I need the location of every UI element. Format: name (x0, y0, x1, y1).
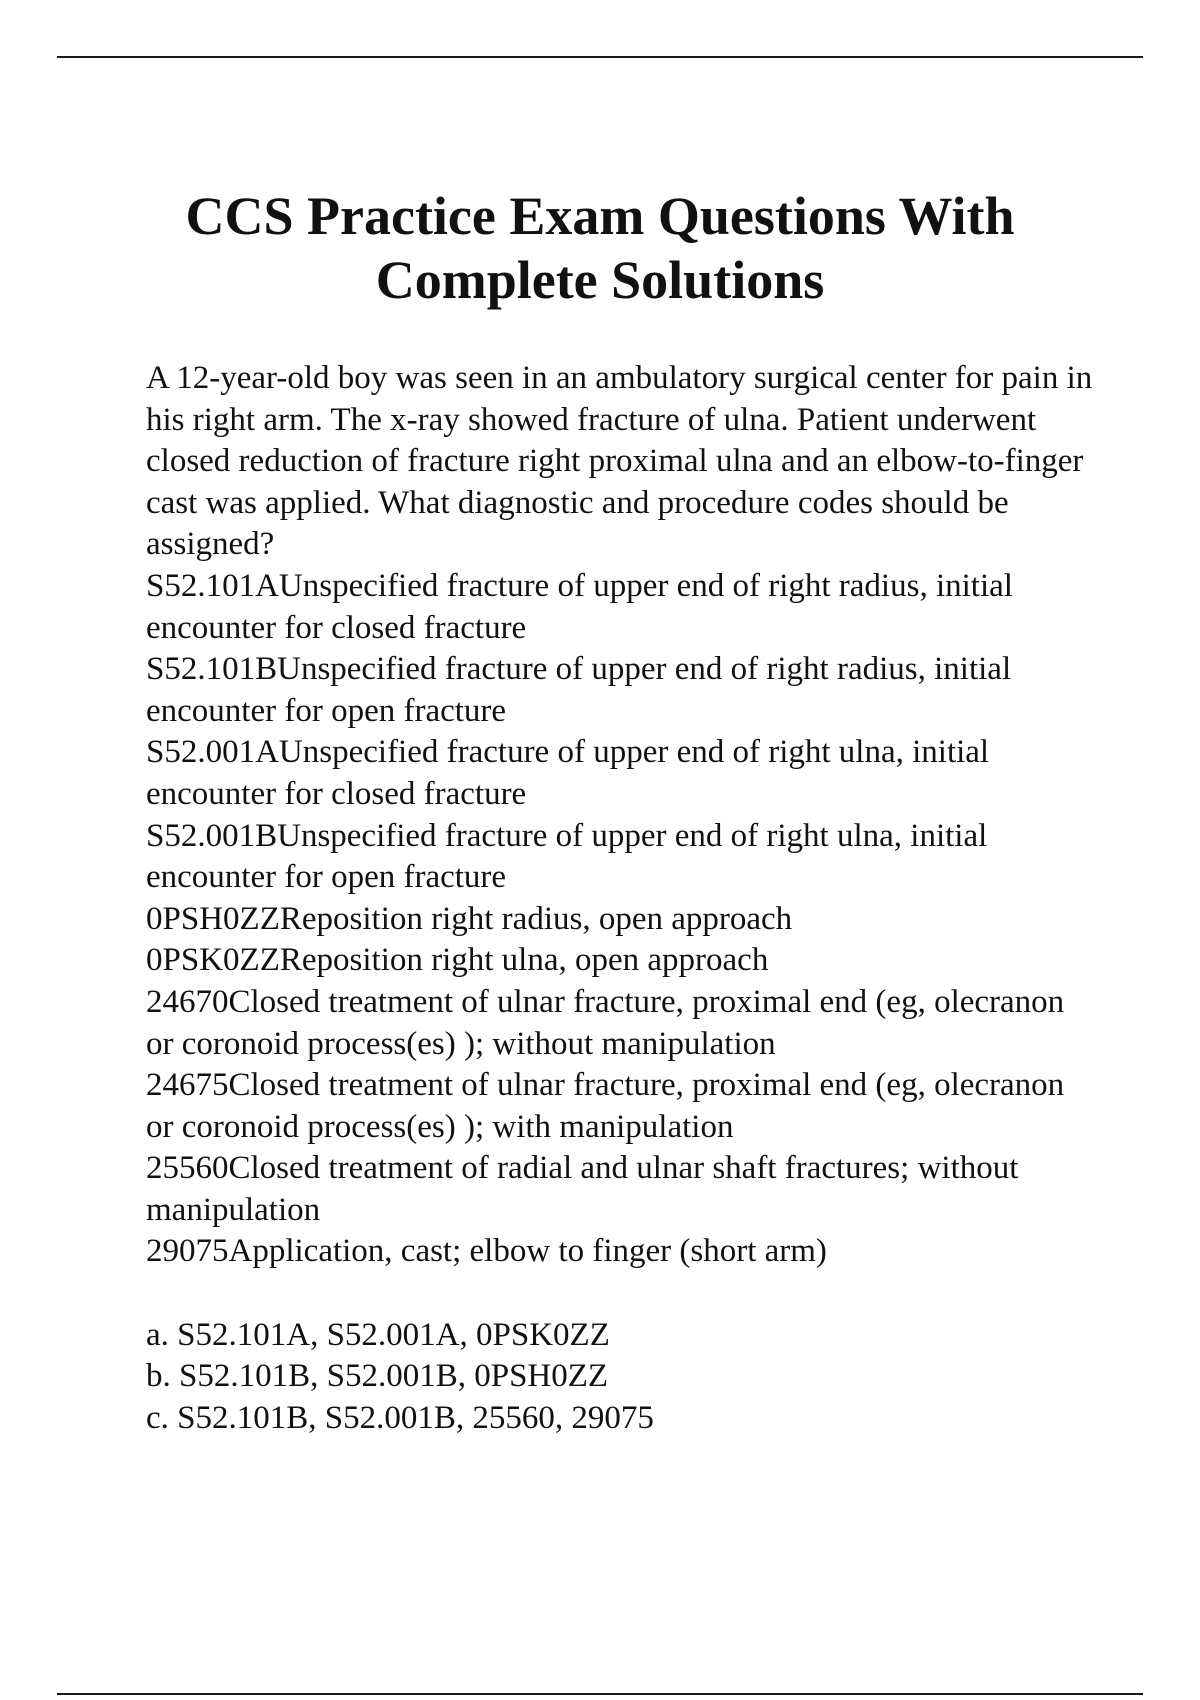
top-rule (57, 56, 1143, 58)
code-item: 24675Closed treatment of ulnar fracture, proximal end (eg, olecranon or coronoid process(es) ); with manipulation (146, 1067, 1065, 1145)
answer-option-b: b. S52.101B, S52.001B, 0PSH0ZZ (146, 1358, 609, 1395)
code-item: 24670Closed treatment of ulnar fracture, proximal end (eg, olecranon or coronoid process(es) ); without manipulation (146, 983, 1065, 1062)
code-item: S52.101BUnspecified fracture of upper end of right radius, initial encounter for open fracture (146, 651, 1012, 729)
title-line-1: CCS Practice Exam Questions With (185, 186, 1015, 246)
question-text: A 12-year-old boy was seen in an ambulatory surgical center for pain in his right arm. The x-ray showed fracture of ulna. Patient underwent closed reduction of fracture right proximal ulna and an elbow-to-finger cast was applied. What diagnostic and procedure codes should be assigned? (146, 360, 1093, 563)
answer-options (146, 1315, 1096, 1440)
code-item: S52.101AUnspecified fracture of upper end of right radius, initial encounter for closed fracture (146, 567, 1013, 646)
page-title (100, 184, 1100, 312)
title-line-2: Complete Solutions (375, 250, 825, 310)
spacer (146, 1273, 1096, 1315)
code-item: 0PSH0ZZReposition right radius, open approach (146, 900, 793, 937)
bottom-rule (57, 1693, 1143, 1695)
code-item: 0PSK0ZZReposition right ulna, open approach (146, 942, 769, 979)
code-item: S52.001AUnspecified fracture of upper end of right ulna, initial encounter for closed fracture (146, 734, 990, 812)
code-item: 25560Closed treatment of radial and ulnar shaft fractures; without manipulation (146, 1150, 1019, 1228)
code-list (146, 566, 1096, 1273)
answer-option-c: c. S52.101B, S52.001B, 25560, 29075 (146, 1399, 654, 1436)
code-item: S52.001BUnspecified fracture of upper end of right ulna, initial encounter for open fracture (146, 817, 988, 896)
answer-option-a: a. S52.101A, S52.001A, 0PSK0ZZ (146, 1316, 610, 1353)
question-body (146, 358, 1096, 1439)
code-item: 29075Application, cast; elbow to finger (short arm) (146, 1233, 827, 1270)
